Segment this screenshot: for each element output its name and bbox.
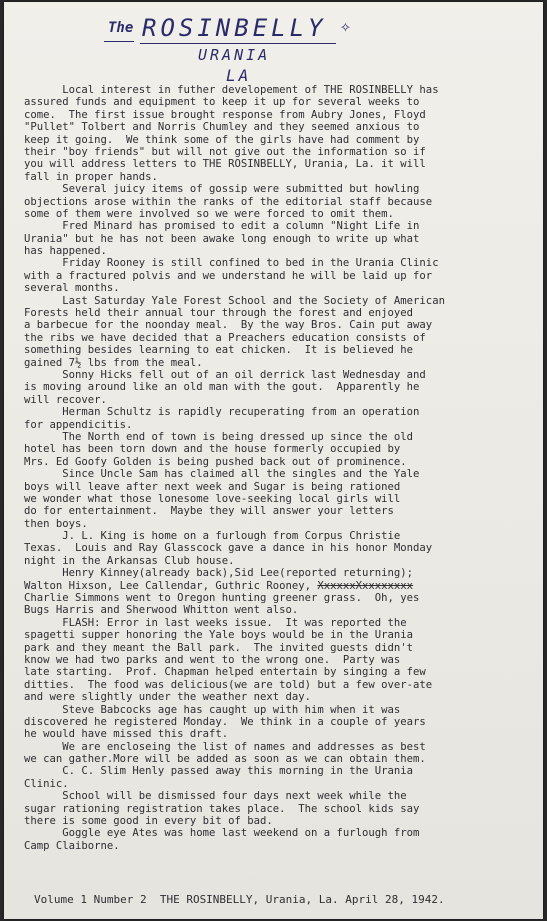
text-line: their "boy friends" but will not give out the information so if xyxy=(24,145,426,158)
text-line: you will address letters to THE ROSINBELLY, Urania, La. it will xyxy=(24,158,426,171)
text-line: sugar rationing registration takes place. The school kids say xyxy=(24,802,420,815)
masthead-underline xyxy=(140,43,336,44)
text-line: J. L. King is home on a furlough from Corpus Christie xyxy=(24,530,401,543)
flourish-icon: ✧ xyxy=(340,16,351,37)
text-line: we wonder what those lonesome love-seeking local girls will xyxy=(24,492,401,505)
text-line: We are encloseing the list of names and addresses as best xyxy=(24,740,426,753)
text-line: Texas. Louis and Ray Glasscock gave a dance in his honor Monday xyxy=(24,542,433,555)
text-line: Bugs Harris and Sherwood Whitton went also. xyxy=(24,604,299,617)
text-line: keep it going. We think some of the girls have had comment by xyxy=(24,133,420,146)
text-line: come. The first issue brought response from Aubry Jones, Floyd xyxy=(24,108,426,121)
text-line: Local interest in futher developement of THE ROSINBELLY has xyxy=(24,84,439,96)
text-line: is moving around like an old man with the gout. Apparently he xyxy=(24,381,420,394)
text-line: gained 7½ lbs from the meal. xyxy=(24,356,203,369)
text-line: there is some good in every bit of bad. xyxy=(24,815,273,828)
text-line: discovered he registered Monday. We think in a couple of years xyxy=(24,715,426,728)
masthead-underline xyxy=(104,41,134,42)
text-line: Henry Kinney(already back),Sid Lee(reported returning); xyxy=(24,567,414,580)
text-line: do for entertainment. Maybe they will answer your letters xyxy=(24,505,394,518)
text-line: he would have missed this draft. xyxy=(24,728,229,741)
masthead-state: LA xyxy=(226,66,252,85)
text-line: Friday Rooney is still confined to bed in the Urania Clinic xyxy=(24,257,439,270)
text-line: Urania" but he has not been awake long enough to write up what xyxy=(24,232,420,245)
text-line: some of them were involved so we were forced to omit them. xyxy=(24,207,394,220)
text-line: late starting. Prof. Chapman helped entertain by singing a few xyxy=(24,666,426,679)
text-line: something besides learning to eat chicken. It is believed he xyxy=(24,344,414,357)
struck-out-text: XxxxxxXxxxxxxxx xyxy=(317,579,414,592)
text-line: Forests held their annual tour through the forest and enjoyed xyxy=(24,307,414,320)
text-line: Steve Babcocks age has caught up with him when it was xyxy=(24,703,401,716)
text-line: the ribs we have decided that a Preachers education consists of xyxy=(24,331,426,344)
text-line: The North end of town is being dressed up since the old xyxy=(24,430,414,443)
text-line: a barbecue for the noonday meal. By the way Bros. Cain put away xyxy=(24,319,433,332)
text-line: "Pullet" Tolbert and Norris Chumley and they seemed anxious to xyxy=(24,121,420,134)
text-line: School will be dismissed four days next week while the xyxy=(24,790,407,803)
text-line: night in the Arkansas Club house. xyxy=(24,554,235,567)
text-line: objections arose within the ranks of the editorial staff because xyxy=(24,195,433,208)
newsletter-page xyxy=(4,2,543,919)
text-line: we can gather.More will be added as soon as we can obtain them. xyxy=(24,753,426,766)
article-body xyxy=(24,84,538,865)
text-line: Fred Minard has promised to edit a column "Night Life in xyxy=(24,220,420,233)
text-line: Last Saturday Yale Forest School and the Society of American xyxy=(24,294,445,307)
text-line xyxy=(24,852,538,864)
text-line: spagetti supper honoring the Yale boys would be in the Urania xyxy=(24,629,414,642)
text-line: Sonny Hicks fell out of an oil derrick last Wednesday and xyxy=(24,368,426,381)
text-line: ditties. The food was delicious(we are told) but a few over-ate xyxy=(24,678,433,691)
text-line: Mrs. Ed Goofy Golden is being pushed back out of prominence. xyxy=(24,455,407,468)
text-line: will recover. xyxy=(24,393,107,406)
masthead-title: ROSINBELLY xyxy=(142,14,327,42)
text-line: fall in proper hands. xyxy=(24,170,158,183)
text-line: know we had two parks and went to the wrong one. Party was xyxy=(24,653,401,666)
masthead xyxy=(4,8,543,90)
text-line: park and they meant the Ball park. The invited guests didn't xyxy=(24,641,414,654)
text-line: FLASH: Error in last weeks issue. It was reported the xyxy=(24,616,407,629)
text-line: then boys. xyxy=(24,517,88,530)
text-line: with a fractured polvis and we understand he will be laid up for xyxy=(24,269,433,282)
text-line: Clinic. xyxy=(24,777,69,790)
issue-footer: Volume 1 Number 2 THE ROSINBELLY, Urania, La. April 28, 1942. xyxy=(34,893,445,906)
text-line: for appendicitis. xyxy=(24,418,133,431)
text-line: Since Uncle Sam has claimed all the singles and the Yale xyxy=(24,468,420,481)
text-line xyxy=(24,580,538,592)
masthead-city: URANIA xyxy=(198,46,271,64)
text-line: hotel has been torn down and the house formerly occupied by xyxy=(24,443,401,456)
text-line: boys will leave after next week and Sugar is being rationed xyxy=(24,480,401,493)
text-line: Herman Schultz is rapidly recuperating from an operation xyxy=(24,406,420,419)
text-line: Camp Claiborne. xyxy=(24,839,120,852)
text-segment: Walton Hixson, Lee Callendar, Guthric Rooney, xyxy=(24,579,318,592)
text-line: Goggle eye Ates was home last weekend on a furlough from xyxy=(24,827,420,840)
text-line: assured funds and equipment to keep it up for several weeks to xyxy=(24,96,420,109)
text-line: Charlie Simmons went to Oregon hunting greener grass. Oh, yes xyxy=(24,592,420,605)
text-line: C. C. Slim Henly passed away this morning in the Urania xyxy=(24,765,414,778)
text-line: several months. xyxy=(24,282,120,295)
text-line: Several juicy items of gossip were submitted but howling xyxy=(24,183,420,196)
text-line: and were slightly under the weather next day. xyxy=(24,691,312,704)
masthead-the: The xyxy=(108,20,134,36)
text-line: has happened. xyxy=(24,245,107,258)
